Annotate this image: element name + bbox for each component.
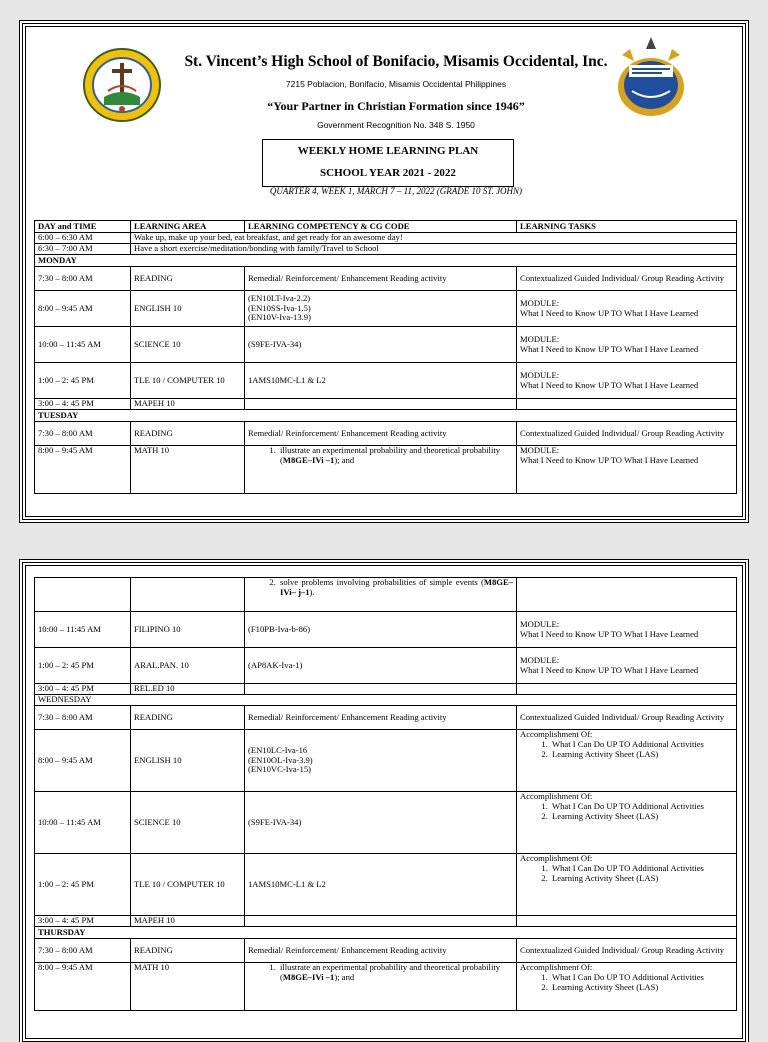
task-item: 2. Learning Activity Sheet (LAS) <box>550 874 733 884</box>
competency-list <box>248 578 513 598</box>
table-row <box>35 422 737 446</box>
time-cell: 10:00 – 11:45 AM <box>35 327 131 363</box>
task-heading: MODULE: <box>520 618 560 629</box>
subject-cell: FILIPINO 10 <box>131 612 245 648</box>
column-header: LEARNING TASKS <box>517 221 737 233</box>
task-list <box>520 864 733 884</box>
table-row <box>35 578 737 612</box>
subject-cell: ARAL.PAN. 10 <box>131 648 245 684</box>
day-label: WEDNESDAY <box>35 695 737 706</box>
task-cell <box>517 916 737 927</box>
competency-item: 1. illustrate an experimental probability and theoretical probability (M8GE–IVi –1); and <box>278 963 513 983</box>
competency-item: 1. illustrate an experimental probability and theoretical probability (M8GE–IVi –1); and <box>278 446 513 466</box>
competency-cell <box>245 730 517 792</box>
subject-cell: ENGLISH 10 <box>131 291 245 327</box>
subject-cell: SCIENCE 10 <box>131 327 245 363</box>
time-cell: 6:30 – 7:00 AM <box>35 244 131 255</box>
day-row-thursday <box>35 927 737 939</box>
table-row <box>35 244 737 255</box>
task-cell <box>517 327 737 363</box>
school-motto: “Your Partner in Christian Formation since 1946” <box>267 99 525 113</box>
task-list <box>520 740 733 760</box>
competency-cell: Remedial/ Reinforcement/ Enhancement Reading activity <box>245 939 517 963</box>
subject-cell: SCIENCE 10 <box>131 792 245 854</box>
subject-cell: READING <box>131 267 245 291</box>
task-list <box>520 802 733 822</box>
accreditation-seal-logo <box>612 35 690 119</box>
task-heading: MODULE: <box>520 654 560 665</box>
day-row-monday <box>35 255 737 267</box>
competency-cell <box>245 291 517 327</box>
time-cell: 3:00 – 4: 45 PM <box>35 684 131 695</box>
cg-code: (EN10OL-Iva-3.9) <box>248 754 313 765</box>
task-text: What I Need to Know UP TO What I Have Learned <box>520 343 699 354</box>
task-heading: Accomplishment Of: <box>520 729 593 739</box>
cg-code: (EN10VC-Iva-15) <box>248 764 312 775</box>
day-label: TUESDAY <box>35 410 737 422</box>
subject-cell: TLE 10 / COMPUTER 10 <box>131 854 245 916</box>
document-page-1 <box>22 23 746 520</box>
table-row <box>35 916 737 927</box>
cg-code: (EN10LT-Iva-2.2) <box>248 292 311 303</box>
time-cell: 1:00 – 2: 45 PM <box>35 363 131 399</box>
time-cell: 8:00 – 9:45 AM <box>35 963 131 1011</box>
school-seal-logo <box>82 47 162 123</box>
table-row <box>35 327 737 363</box>
task-heading: MODULE: <box>520 333 560 344</box>
table-row <box>35 446 737 494</box>
task-item: 1. What I Can Do UP TO Additional Activities <box>550 802 733 812</box>
task-cell <box>517 291 737 327</box>
subject-cell: ENGLISH 10 <box>131 730 245 792</box>
time-cell: 3:00 – 4: 45 PM <box>35 916 131 927</box>
competency-cell <box>245 399 517 410</box>
competency-cell: Remedial/ Reinforcement/ Enhancement Reading activity <box>245 422 517 446</box>
quarter-info: QUARTER 4, WEEK 1, MARCH 7 – 11, 2022 (GRADE 10 ST. JOHN) <box>269 186 523 196</box>
competency-cell: 1AMS10MC-L1 & L2 <box>245 363 517 399</box>
competency-cell: Remedial/ Reinforcement/ Enhancement Reading activity <box>245 706 517 730</box>
table-row <box>35 963 737 1011</box>
column-header: LEARNING COMPETENCY & CG CODE <box>245 221 517 233</box>
competency-item: 2. solve problems involving probabilities of simple events (M8GE–IVi– j–1). <box>278 578 513 598</box>
table-row <box>35 939 737 963</box>
plan-title-box <box>262 139 514 187</box>
task-text: What I Need to Know UP TO What I Have Learned <box>520 379 699 390</box>
table-row <box>35 706 737 730</box>
activity-cell: Have a short exercise/meditation/bonding with family/Travel to School <box>131 244 737 255</box>
competency-cell: Remedial/ Reinforcement/ Enhancement Reading activity <box>245 267 517 291</box>
task-text: What I Need to Know UP TO What I Have Learned <box>520 307 699 318</box>
time-cell: 10:00 – 11:45 AM <box>35 612 131 648</box>
task-heading: Accomplishment Of: <box>520 791 593 801</box>
task-item: 1. What I Can Do UP TO Additional Activities <box>550 864 733 874</box>
task-cell <box>517 648 737 684</box>
task-cell <box>517 446 737 494</box>
competency-cell: (S9FE-IVA-34) <box>245 792 517 854</box>
table-row <box>35 399 737 410</box>
task-cell <box>517 792 737 854</box>
table-row <box>35 730 737 792</box>
task-text: What I Need to Know UP TO What I Have Learned <box>520 454 699 465</box>
task-cell <box>517 363 737 399</box>
time-cell <box>35 578 131 612</box>
task-item: 2. Learning Activity Sheet (LAS) <box>550 812 733 822</box>
subject-cell: READING <box>131 706 245 730</box>
school-name: St. Vincent’s High School of Bonifacio, Misamis Occidental, Inc. <box>184 53 608 70</box>
task-cell <box>517 854 737 916</box>
time-cell: 8:00 – 9:45 AM <box>35 730 131 792</box>
cg-code: (EN10SS-Iva-1.5) <box>248 302 311 313</box>
time-cell: 7:30 – 8:00 AM <box>35 267 131 291</box>
table-row <box>35 612 737 648</box>
table-row <box>35 684 737 695</box>
time-cell: 7:30 – 8:00 AM <box>35 422 131 446</box>
table-row <box>35 363 737 399</box>
competency-list <box>248 446 513 466</box>
table-row <box>35 648 737 684</box>
subject-cell: MATH 10 <box>131 963 245 1011</box>
subject-cell: READING <box>131 939 245 963</box>
page-border <box>25 26 743 517</box>
table-row <box>35 267 737 291</box>
time-cell: 8:00 – 9:45 AM <box>35 291 131 327</box>
document-page-2 <box>22 562 746 1042</box>
task-cell <box>517 399 737 410</box>
time-cell: 8:00 – 9:45 AM <box>35 446 131 494</box>
government-recognition: Government Recognition No. 348 S. 1950 <box>317 120 475 130</box>
task-heading: MODULE: <box>520 445 560 455</box>
subject-cell: MAPEH 10 <box>131 399 245 410</box>
task-cell <box>517 730 737 792</box>
table-header-row <box>35 221 737 233</box>
task-item: 2. Learning Activity Sheet (LAS) <box>550 983 733 993</box>
day-row-wednesday <box>35 695 737 706</box>
learning-plan-table <box>34 220 737 494</box>
task-heading: MODULE: <box>520 297 560 308</box>
subject-cell: MAPEH 10 <box>131 916 245 927</box>
table-row <box>35 792 737 854</box>
competency-cell <box>245 446 517 494</box>
task-item: 2. Learning Activity Sheet (LAS) <box>550 750 733 760</box>
task-cell <box>517 963 737 1011</box>
task-text: What I Need to Know UP TO What I Have Learned <box>520 628 699 639</box>
time-cell: 6:00 – 6:30 AM <box>35 233 131 244</box>
subject-cell: TLE 10 / COMPUTER 10 <box>131 363 245 399</box>
task-heading: Accomplishment Of: <box>520 853 593 863</box>
competency-cell <box>245 578 517 612</box>
subject-cell: READING <box>131 422 245 446</box>
task-cell: Contextualized Guided Individual/ Group Reading Activity <box>517 939 737 963</box>
time-cell: 3:00 – 4: 45 PM <box>35 399 131 410</box>
time-cell: 7:30 – 8:00 AM <box>35 939 131 963</box>
task-cell <box>517 578 737 612</box>
subject-cell: REL.ED 10 <box>131 684 245 695</box>
school-year: SCHOOL YEAR 2021 - 2022 <box>320 167 456 179</box>
task-heading: Accomplishment Of: <box>520 962 593 972</box>
task-item: 1. What I Can Do UP TO Additional Activities <box>550 740 733 750</box>
day-row-tuesday <box>35 410 737 422</box>
competency-list <box>248 963 513 983</box>
table-row <box>35 854 737 916</box>
task-item: 1. What I Can Do UP TO Additional Activities <box>550 973 733 983</box>
task-heading: MODULE: <box>520 369 560 380</box>
competency-cell <box>245 963 517 1011</box>
school-address: 7215 Poblacion, Bonifacio, Misamis Occidental Philippines <box>285 79 507 89</box>
table-row <box>35 233 737 244</box>
time-cell: 10:00 – 11:45 AM <box>35 792 131 854</box>
competency-cell: (AP8AK-Iva-1) <box>245 648 517 684</box>
competency-cell: 1AMS10MC-L1 & L2 <box>245 854 517 916</box>
task-cell <box>517 684 737 695</box>
competency-cell: (S9FE-IVA-34) <box>245 327 517 363</box>
cg-code: (EN10V-Iva-13.9) <box>248 312 311 323</box>
task-cell: Contextualized Guided Individual/ Group Reading Activity <box>517 422 737 446</box>
competency-cell: (F10PB-Iva-b-86) <box>245 612 517 648</box>
day-label: MONDAY <box>35 255 737 267</box>
plan-title: WEEKLY HOME LEARNING PLAN <box>297 145 479 157</box>
column-header: LEARNING AREA <box>131 221 245 233</box>
column-header: DAY and TIME <box>35 221 131 233</box>
page-border <box>25 565 743 1039</box>
competency-cell <box>245 684 517 695</box>
task-cell <box>517 612 737 648</box>
subject-cell: MATH 10 <box>131 446 245 494</box>
learning-plan-table-continued <box>34 577 737 1011</box>
cg-code: (EN10LC-Iva-16 <box>248 744 308 755</box>
time-cell: 1:00 – 2: 45 PM <box>35 648 131 684</box>
time-cell: 1:00 – 2: 45 PM <box>35 854 131 916</box>
table-row <box>35 291 737 327</box>
task-cell: Contextualized Guided Individual/ Group Reading Activity <box>517 706 737 730</box>
time-cell: 7:30 – 8:00 AM <box>35 706 131 730</box>
subject-cell <box>131 578 245 612</box>
task-list <box>520 973 733 993</box>
task-text: What I Need to Know UP TO What I Have Learned <box>520 664 699 675</box>
day-label: THURSDAY <box>35 927 737 939</box>
competency-cell <box>245 916 517 927</box>
activity-cell: Wake up, make up your bed, eat breakfast, and get ready for an awesome day! <box>131 233 737 244</box>
task-cell: Contextualized Guided Individual/ Group Reading Activity <box>517 267 737 291</box>
